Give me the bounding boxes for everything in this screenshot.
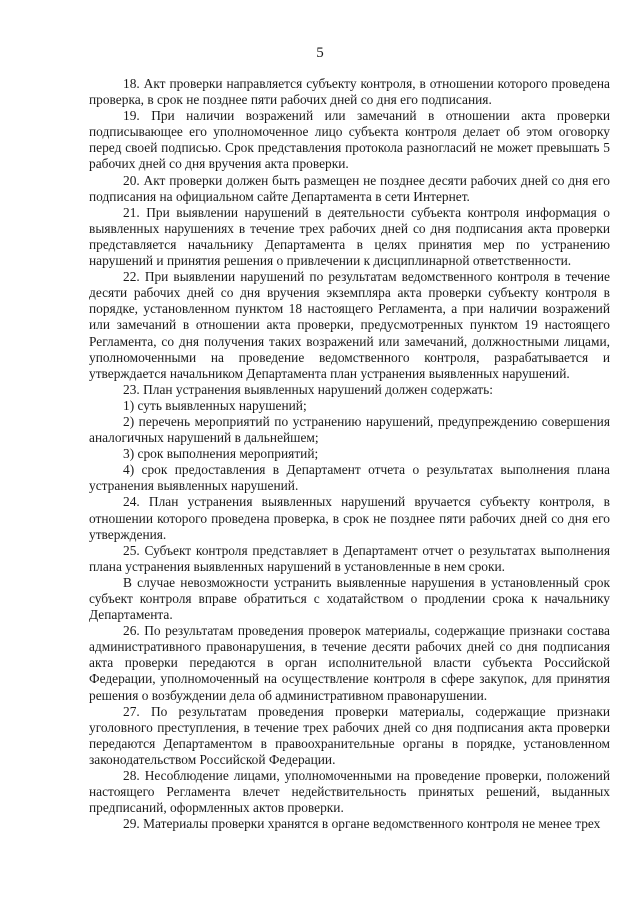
paragraph-20: 20. Акт проверки должен быть размещен не позднее десяти рабочих дней со дня его подписания на официальном сайте Департамента в сети Интернет. [89, 172, 610, 204]
paragraph-27: 27. По результатам проведения проверки материалы, содержащие признаки уголовного преступления, в течение трех рабочих дней со дня подписания акта проверки передаются Департаментом в правоохранительные органы в порядке, установленном законодательством Российской Федерации. [89, 703, 610, 767]
list-item-3: 3) срок выполнения мероприятий; [123, 446, 319, 462]
paragraph-18: 18. Акт проверки направляется субъекту контроля, в отношении которого проведена проверка, в срок не позднее пяти рабочих дней со дня его подписания. [89, 76, 610, 108]
list-item-2: 2) перечень мероприятий по устранению нарушений, предупреждению совершения аналогичных нарушений в дальнейшем; [89, 413, 610, 446]
paragraph-22: 22. При выявлении нарушений по результатам ведомственного контроля в течение десяти рабочих дней со дня вручения экземпляра акта проверки субъекту контроля в порядке, установленном пунктом 18 настоящего Регламента, а при наличии возражений или замечаний в отношении акта проверки, предусмотренных пунктом 19 настоящего Регламента, со дня получения таких возражений или замечаний, должностными лицами, уполномоченными на проведение ведомственного контроля, разрабатывается и утверждается начальником Департамента план устранения выявленных нарушений. [89, 269, 610, 381]
paragraph-29: 29. Материалы проверки хранятся в органе ведомственного контроля не менее трех [123, 816, 601, 832]
list-item-1: 1) суть выявленных нарушений; [123, 397, 307, 413]
list-item-4: 4) срок предоставления в Департамент отчета о результатах выполнения плана устранения выявленных нарушений. [89, 462, 610, 494]
paragraph-26: 26. По результатам проведения проверок материалы, содержащие признаки состава административного правонарушения, в течение десяти рабочих дней со дня подписания акта проверки передаются в орган исполнительной власти субъекта Российской Федерации, уполномоченный на осуществление контроля в сфере закупок, для принятия решения о возбуждении дела об административном правонарушении. [89, 623, 610, 703]
paragraph-25: 25. Субъект контроля представляет в Департамент отчет о результатах выполнения плана устранения выявленных нарушений в установленные в нем сроки. [89, 542, 610, 574]
paragraph-21: 21. При выявлении нарушений в деятельности субъекта контроля информация о выявленных нарушениях в течение трех рабочих дней со дня подписания акта проверки представляется начальнику Департамента в целях принятия мер по устранению нарушений и принятия решения о привлечении к дисциплинарной ответственности. [89, 204, 610, 269]
paragraph-25-note: В случае невозможности устранить выявленные нарушения в установленный срок субъект контроля вправе обратиться с ходатайством о продлении срока к начальнику Департамента. [89, 574, 610, 623]
page-number: 5 [316, 45, 324, 61]
paragraph-19: 19. При наличии возражений или замечаний в отношении акта проверки подписывающее его уполномоченное лицо субъекта контроля делает об этом оговорку перед своей подписью. Срок представления протокола разногласий не может превышать 5 рабочих дней со дня вручения акта проверки. [89, 108, 610, 172]
paragraph-23: 23. План устранения выявленных нарушений должен содержать: [123, 381, 493, 397]
paragraph-28: 28. Несоблюдение лицами, уполномоченными на проведение проверки, положений настоящего Регламента влечет недействительность принятых решений, выданных предписаний, оформленных актов проверки. [89, 768, 610, 816]
document-body [89, 76, 610, 832]
paragraph-24: 24. План устранения выявленных нарушений вручается субъекту контроля, в отношении которого проведена проверка, в срок не позднее пяти рабочих дней со дня его утверждения. [89, 494, 610, 542]
